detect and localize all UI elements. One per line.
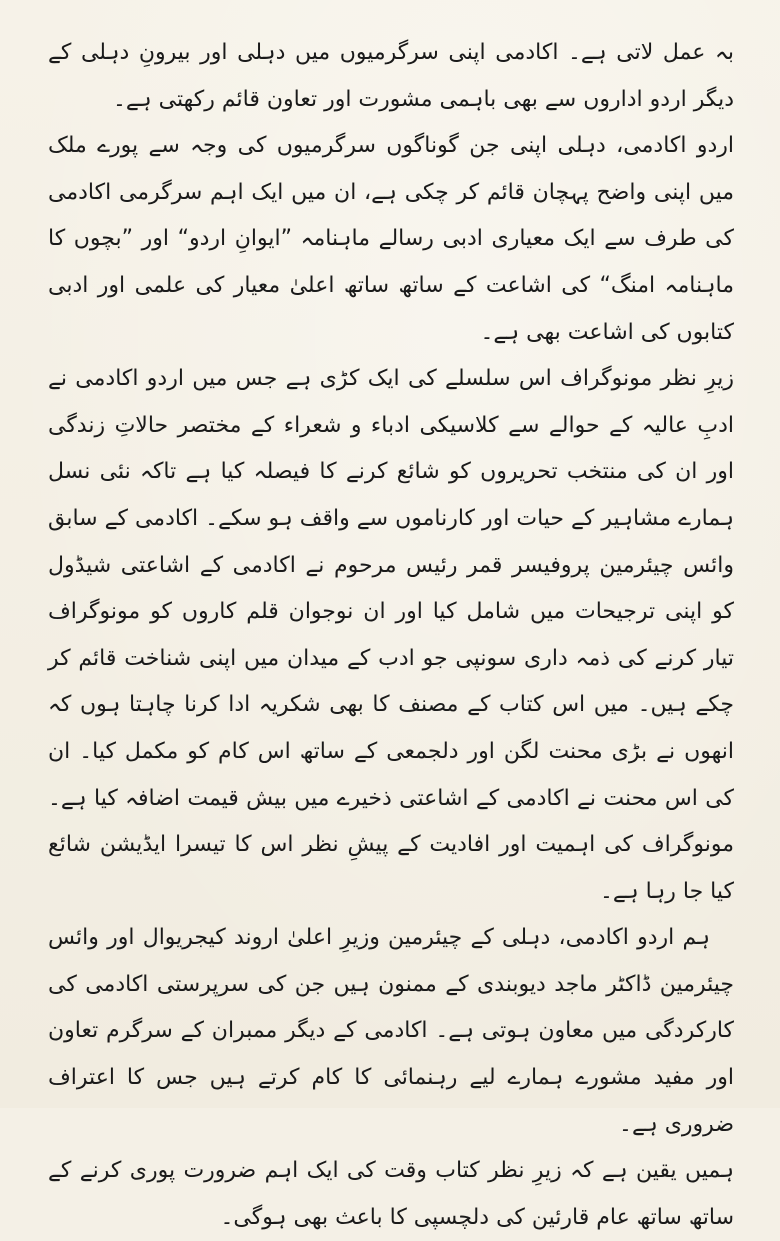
paragraph-5: ہمیں یقین ہے کہ زیرِ نظر کتاب وقت کی ایک اہم ضرورت پوری کرنے کے ساتھ ساتھ عام قارئین کی دلچسپی کا باعث بھی ہوگی۔	[48, 1158, 734, 1230]
page-body-text	[48, 30, 734, 1241]
paragraph-4: ہم اردو اکادمی، دہلی کے چیئرمین وزیرِ اعلیٰ اروند کیجریوال اور وائس چیئرمین ڈاکٹر ماجد دیوبندی کے ممنون ہیں جن کی سرپرستی اکادمی کی کارکردگی میں معاون ہوتی ہے۔ اکادمی کے دیگر ممبران کے سرگرم تعاون اور مفید مشورے ہمارے لیے رہنمائی کا کام کرتے ہیں جس کا اعتراف ضروری ہے۔	[48, 925, 734, 1137]
paragraph-1: بہ عمل لاتی ہے۔ اکادمی اپنی سرگرمیوں میں دہلی اور بیرونِ دہلی کے دیگر اردو اداروں سے بھی باہمی مشورت اور تعاون قائم رکھتی ہے۔	[48, 40, 734, 112]
paragraph-3: زیرِ نظر مونوگراف اس سلسلے کی ایک کڑی ہے جس میں اردو اکادمی نے ادبِ عالیہ کے حوالے سے کلاسیکی ادباء و شعراء کے مختصر حالاتِ زندگی اور ان کی منتخب تحریروں کو شائع کرنے کا فیصلہ کیا ہے تاکہ نئی نسل ہمارے مشاہیر کے حیات اور کارناموں سے واقف ہو سکے۔ اکادمی کے سابق وائس چیئرمین پروفیسر قمر رئیس مرحوم نے اکادمی کے اشاعتی شیڈول کو اپنی ترجیحات میں شامل کیا اور ان نوجوان قلم کاروں کو مونوگراف تیار کرنے کی ذمہ داری سونپی جو ادب کے میدان میں اپنی شناخت قائم کر چکے ہیں۔ میں اس کتاب کے مصنف کا بھی شکریہ ادا کرنا چاہتا ہوں کہ انھوں نے بڑی محنت لگن اور دلجمعی کے ساتھ اس کام کو مکمل کیا۔ ان کی اس محنت نے اکادمی کے اشاعتی ذخیرے میں بیش قیمت اضافہ کیا ہے۔ مونوگراف کی اہمیت اور افادیت کے پیشِ نظر اس کا تیسرا ایڈیشن شائع کیا جا رہا ہے۔	[48, 366, 734, 904]
paragraph-2: اردو اکادمی، دہلی اپنی جن گوناگوں سرگرمیوں کی وجہ سے پورے ملک میں اپنی واضح پہچان قائم کر چکی ہے، ان میں ایک اہم سرگرمی اکادمی کی طرف سے ایک معیاری ادبی رسالے ماہنامہ ”ایوانِ اردو“ اور ”بچوں کا ماہنامہ امنگ“ کی اشاعت کے ساتھ ساتھ اعلیٰ معیار کی علمی اور ادبی کتابوں کی اشاعت بھی ہے۔	[48, 133, 734, 345]
